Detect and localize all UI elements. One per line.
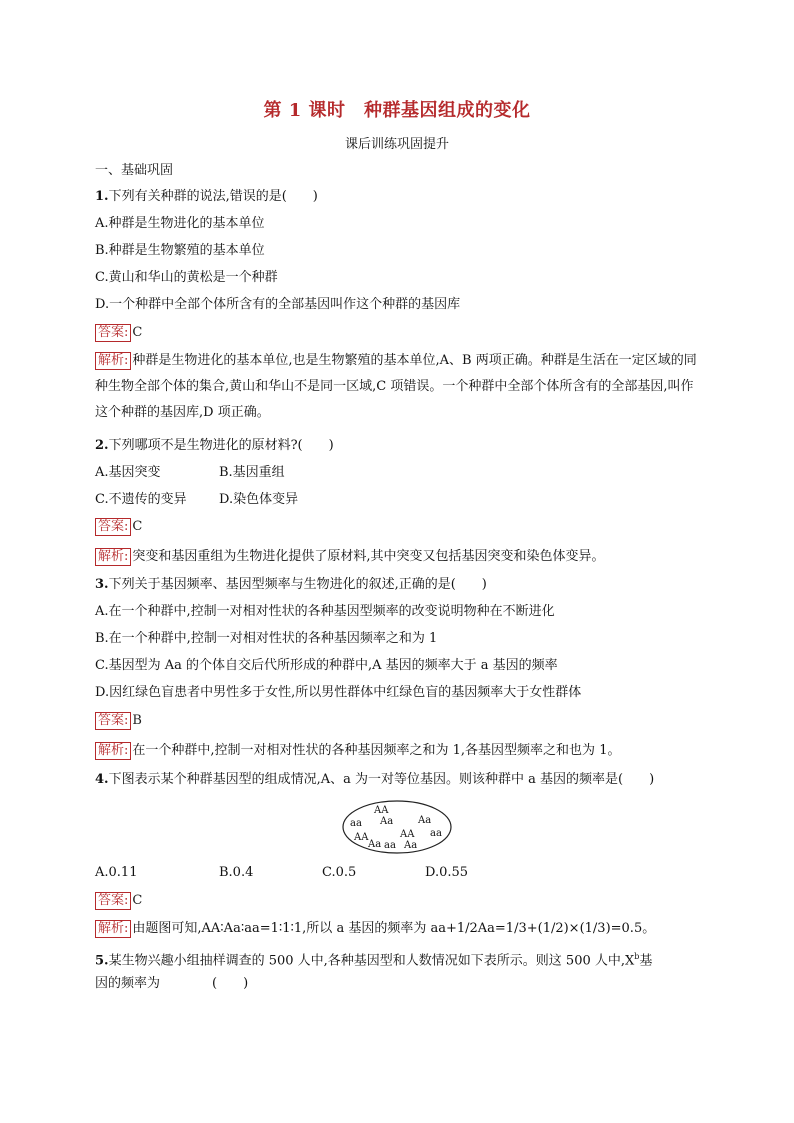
genotype-label: AA: [354, 832, 369, 843]
q3-option-d: D.因红绿色盲患者中男性多于女性,所以男性群体中红绿色盲的基因频率大于女性群体: [95, 685, 582, 700]
q2-stem: [95, 437, 334, 455]
q1-number: 1.: [95, 189, 109, 204]
q3-option-c: C.基因型为 Aa 的个体自交后代所形成的种群中,A 基因的频率大于 a 基因的频率: [95, 658, 558, 673]
genotype-label: Aa: [418, 815, 432, 826]
analysis-tag: 解析:: [95, 742, 131, 760]
q1-answer-value: C: [132, 325, 143, 340]
q5-text-part2: 基: [639, 953, 653, 969]
q2-number: 2.: [95, 438, 109, 453]
q3-text: 下列关于基因频率、基因型频率与生物进化的叙述,正确的是( ): [108, 577, 487, 592]
q2-options-row2: [95, 491, 298, 509]
q2-option-d: D.染色体变异: [219, 492, 299, 507]
q5-stem-line2: 因的频率为 ( ): [95, 976, 249, 991]
q1-text: 下列有关种群的说法,错误的是( ): [108, 189, 318, 204]
genotype-label: Aa: [380, 816, 394, 827]
genotype-label: aa: [430, 828, 442, 839]
q2-option-c: C.不遗传的变异: [95, 492, 187, 507]
q2-answer-value: C: [132, 519, 143, 534]
genotype-label: AA: [374, 805, 389, 816]
q3-option-b: B.在一个种群中,控制一对相对性状的各种基因频率之和为 1: [95, 631, 438, 646]
q4-analysis-text: 由题图可知,AA∶Aa∶aa=1∶1∶1,所以 a 基因的频率为 aa+1/2Aa=1/3+(1/2)×(1/3)=0.5。: [132, 921, 656, 936]
q4-option-b: B.0.4: [219, 865, 254, 880]
q1-stem: [95, 188, 318, 206]
genotype-label: Aa: [404, 840, 418, 851]
answer-tag: 答案:: [95, 324, 131, 342]
q4-option-d: D.0.55: [425, 865, 469, 880]
q3-answer-value: B: [132, 713, 142, 728]
q5-stem: [95, 948, 652, 970]
q2-option-b: B.基因重组: [219, 465, 285, 480]
page-subtitle: 课后训练巩固提升: [344, 137, 449, 152]
q1-option-a: A.种群是生物进化的基本单位: [95, 216, 265, 231]
q1-answer: [95, 324, 142, 342]
q3-analysis-text: 在一个种群中,控制一对相对性状的各种基因频率之和为 1,各基因型频率之和也为 1。: [132, 743, 621, 758]
analysis-tag: 解析:: [95, 548, 131, 566]
q5-text-part1: 某生物兴趣小组抽样调查的 500 人中,各种基因型和人数情况如下表所示。则这 500 人中,X: [108, 953, 635, 969]
q4-option-c: C.0.5: [322, 865, 357, 880]
q1-option-c: C.黄山和华山的黄松是一个种群: [95, 270, 278, 285]
q2-answer: [95, 518, 142, 536]
q1-option-d: D.一个种群中全部个体所含有的全部基因叫作这个种群的基因库: [95, 297, 461, 312]
genotype-label: Aa: [368, 839, 382, 850]
q3-analysis: [95, 742, 620, 760]
q4-answer: [95, 892, 142, 910]
q4-number: 4.: [95, 772, 109, 787]
q3-number: 3.: [95, 577, 109, 592]
genotype-label: AA: [400, 829, 415, 840]
q4-text: 下图表示某个种群基因型的组成情况,A、a 为一对等位基因。则该种群中 a 基因的频率是( ): [108, 772, 655, 787]
q1-analysis: [95, 348, 697, 426]
genotype-label: aa: [384, 840, 396, 851]
q4-stem: [95, 771, 654, 789]
q2-option-a: A.基因突变: [95, 465, 161, 480]
section-heading: 一、基础巩固: [95, 163, 174, 178]
answer-tag: 答案:: [95, 518, 131, 536]
analysis-tag: 解析:: [95, 352, 131, 370]
q4-option-a: A.0.11: [95, 865, 138, 880]
answer-tag: 答案:: [95, 892, 131, 910]
q2-analysis-text: 突变和基因重组为生物进化提供了原材料,其中突变又包括基因突变和染色体变异。: [132, 549, 605, 564]
q2-analysis: [95, 548, 605, 566]
q5-superscript: b: [634, 952, 640, 961]
q2-text: 下列哪项不是生物进化的原材料?( ): [108, 438, 334, 453]
q4-options-row: [95, 864, 468, 882]
q4-answer-value: C: [132, 893, 143, 908]
q1-option-b: B.种群是生物繁殖的基本单位: [95, 243, 265, 258]
page-title: 第 1 课时 种群基因组成的变化: [263, 100, 531, 121]
q1-analysis-text: 种群是生物进化的基本单位,也是生物繁殖的基本单位,A、B 两项正确。种群是生活在一定区域的同种生物全部个体的集合,黄山和华山不是同一区域,C 项错误。一个种群中全部个体所含有的全部基因,叫作这个种群的基因库,D 项正确。: [95, 353, 697, 420]
q3-option-a: A.在一个种群中,控制一对相对性状的各种基因型频率的改变说明物种在不断进化: [95, 604, 555, 619]
q2-options-row1: [95, 464, 285, 482]
analysis-tag: 解析:: [95, 920, 131, 938]
q5-number: 5.: [95, 953, 109, 969]
q3-answer: [95, 712, 142, 730]
genotype-ellipse-figure: [340, 797, 456, 857]
q3-stem: [95, 576, 487, 594]
q4-analysis: [95, 920, 655, 938]
answer-tag: 答案:: [95, 712, 131, 730]
genotype-label: aa: [350, 818, 362, 829]
